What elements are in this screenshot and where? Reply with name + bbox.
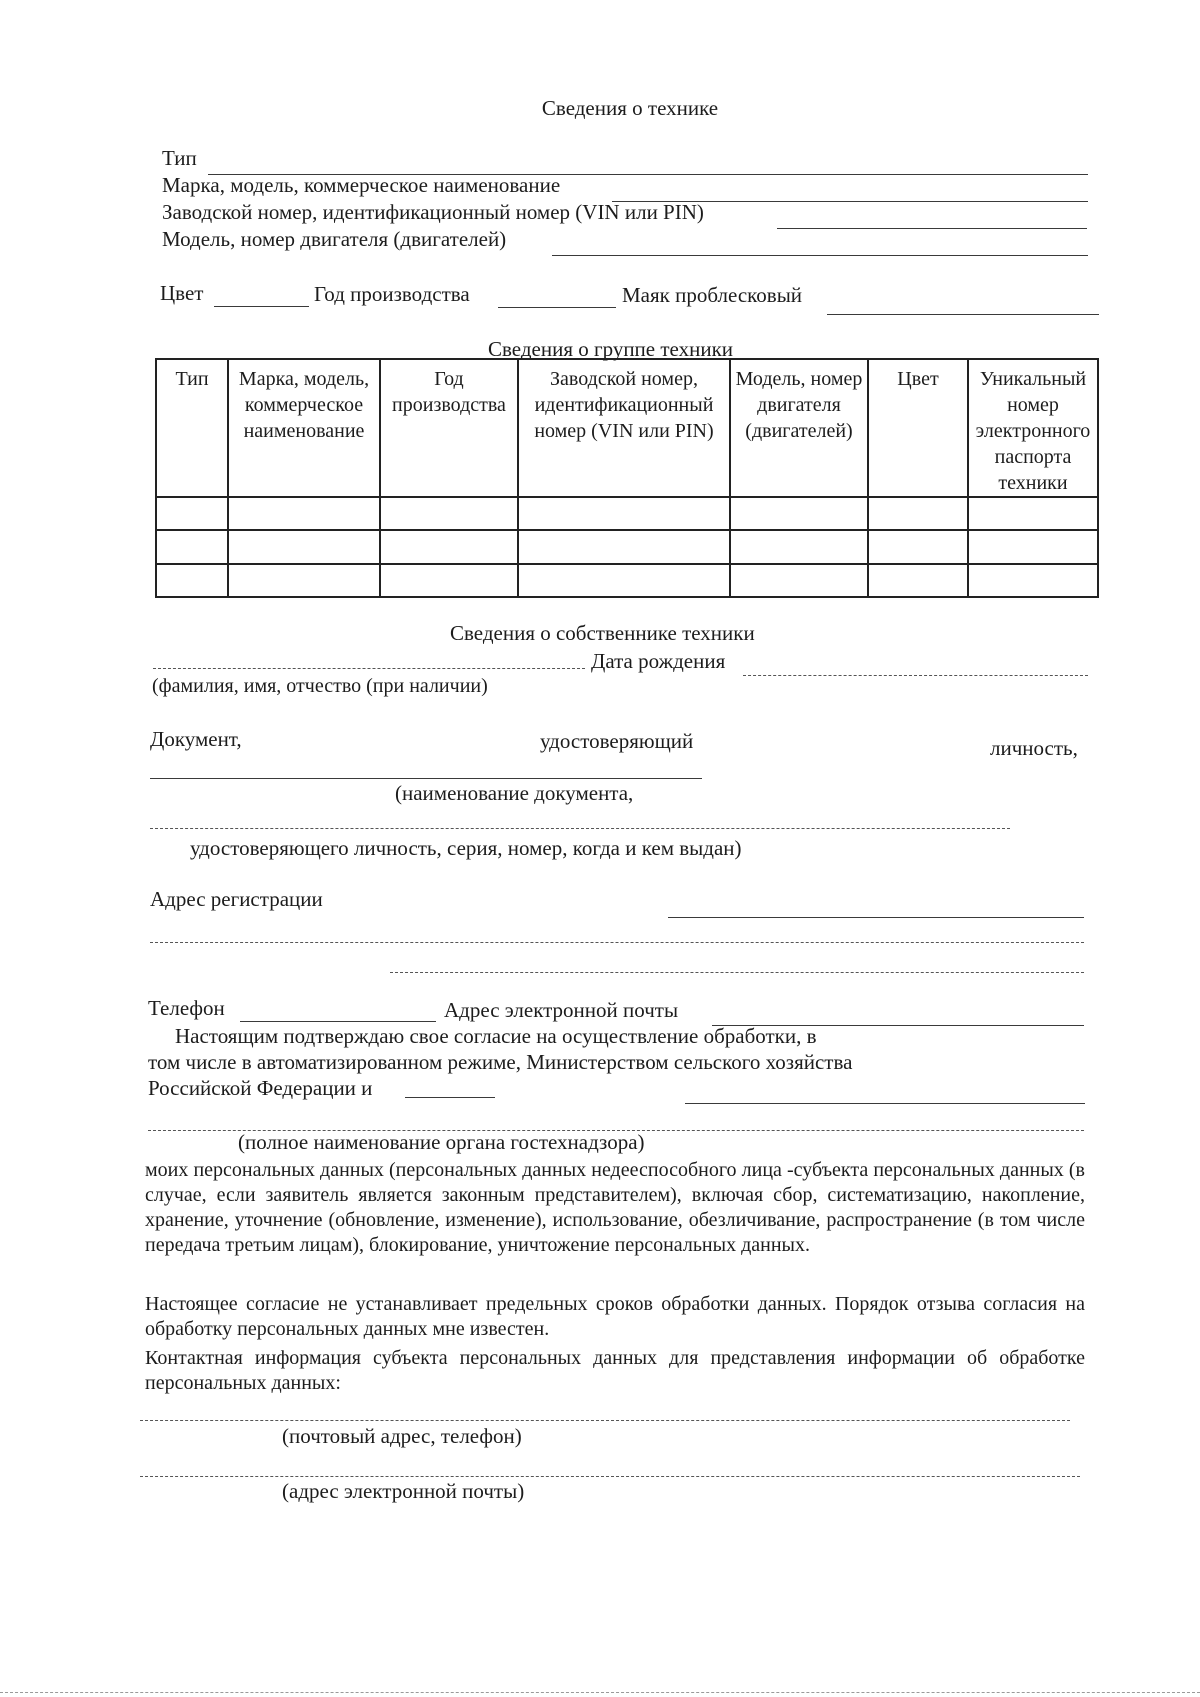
col-header-type: Тип [156, 359, 228, 497]
table-cell[interactable] [868, 497, 968, 530]
table-row [156, 530, 1098, 563]
table-cell[interactable] [730, 530, 868, 563]
table-cell[interactable] [868, 564, 968, 597]
email-label: Адрес электронной почты [444, 998, 679, 1022]
doc-label-2: удостоверяющий [540, 729, 694, 753]
col-header-passport: Уникальный номер электронного паспорта техники [968, 359, 1098, 497]
table-row [156, 564, 1098, 597]
table-cell[interactable] [156, 564, 228, 597]
table-cell[interactable] [156, 497, 228, 530]
table-cell[interactable] [228, 564, 380, 597]
beacon-input-line[interactable] [827, 314, 1099, 315]
serial-input-line[interactable] [777, 228, 1087, 229]
table-cell[interactable] [730, 497, 868, 530]
doc-label-1: Документ, [150, 727, 242, 751]
table-cell[interactable] [730, 564, 868, 597]
consent-line-3: Российской Федерации и [148, 1076, 373, 1100]
table-cell[interactable] [518, 497, 730, 530]
doc-hint-2: удостоверяющего личность, серия, номер, когда и кем выдан) [190, 836, 742, 860]
contact-email-input-line[interactable] [140, 1476, 1080, 1477]
table-cell[interactable] [380, 497, 518, 530]
color-label: Цвет [160, 281, 204, 305]
group-title: Сведения о группе техники [488, 337, 734, 361]
address-label: Адрес регистрации [150, 887, 323, 911]
doc-name-input-line[interactable] [150, 778, 702, 779]
address-input-line-3[interactable] [390, 972, 1084, 973]
year-label: Год производства [314, 282, 470, 306]
year-input-line[interactable] [498, 307, 616, 308]
postal-input-line[interactable] [140, 1420, 1070, 1421]
table-cell[interactable] [380, 564, 518, 597]
scan-edge [0, 1692, 1200, 1693]
birth-date-input-line[interactable] [743, 675, 1088, 676]
table-cell[interactable] [968, 530, 1098, 563]
consent-body: моих персональных данных (персональных данных недееспособного лица -субъекта персональных данных (в случае, если заявитель является законным представителем), включая сбор, систематизацию, накопление, хранение, уточнение (обновление, изменение), использование, обезличивание, распространение (в том числе передача третьим лицам), блокирование, уничтожение персональных данных. [145, 1159, 1085, 1256]
color-input-line[interactable] [214, 306, 309, 307]
col-header-engine: Модель, номер двигателя (двигателей) [730, 359, 868, 497]
beacon-label: Маяк проблесковый [622, 283, 803, 307]
phone-input-line[interactable] [240, 1021, 436, 1022]
table-cell[interactable] [968, 564, 1098, 597]
brand-label: Марка, модель, коммерческое наименование [162, 173, 561, 197]
page-title: Сведения о технике [541, 96, 719, 120]
table-row [156, 497, 1098, 530]
phone-label: Телефон [148, 996, 225, 1020]
doc-details-input-line[interactable] [150, 828, 1010, 829]
table-cell[interactable] [380, 530, 518, 563]
serial-label: Заводской номер, идентификационный номер (VIN или PIN) [162, 200, 704, 224]
table-cell[interactable] [968, 497, 1098, 530]
postal-hint: (почтовый адрес, телефон) [282, 1424, 522, 1448]
owner-title: Сведения о собственнике техники [450, 621, 755, 645]
col-header-color: Цвет [868, 359, 968, 497]
engine-input-line[interactable] [552, 255, 1088, 256]
consent-line-2: том числе в автоматизированном режиме, Министерством сельского хозяйства [148, 1050, 853, 1074]
owner-name-input-line[interactable] [153, 668, 585, 669]
contact-info: Контактная информация субъекта персональных данных для представления информации об обработке персональных данных: [145, 1347, 1085, 1394]
org-input-line-right[interactable] [685, 1103, 1085, 1104]
contact-email-hint: (адрес электронной почты) [282, 1479, 525, 1503]
org-hint: (полное наименование органа гостехнадзора) [238, 1130, 645, 1154]
owner-name-hint: (фамилия, имя, отчество (при наличии) [152, 675, 488, 697]
col-header-brand: Марка, модель, коммерческое наименование [228, 359, 380, 497]
consent-line-1: Настоящим подтверждаю свое согласие на осуществление обработки, в [175, 1024, 817, 1048]
doc-label-3: личность, [990, 736, 1078, 760]
address-input-line-1[interactable] [668, 917, 1084, 918]
table-cell[interactable] [228, 497, 380, 530]
col-header-serial: Заводской номер, идентификационный номер (VIN или PIN) [518, 359, 730, 497]
table-cell[interactable] [868, 530, 968, 563]
address-input-line-2[interactable] [150, 942, 1084, 943]
org-input-line-short[interactable] [405, 1097, 495, 1098]
col-header-year: Год производства [380, 359, 518, 497]
birth-date-label: Дата рождения [591, 649, 726, 673]
type-label: Тип [162, 146, 197, 170]
table-cell[interactable] [156, 530, 228, 563]
table-cell[interactable] [228, 530, 380, 563]
doc-hint-1: (наименование документа, [395, 781, 634, 805]
consent-terms: Настоящее согласие не устанавливает предельных сроков обработки данных. Порядок отзыва согласия на обработку персональных данных мне известен. [145, 1293, 1085, 1340]
group-table [155, 358, 1099, 598]
table-cell[interactable] [518, 530, 730, 563]
engine-label: Модель, номер двигателя (двигателей) [162, 227, 507, 251]
table-cell[interactable] [518, 564, 730, 597]
